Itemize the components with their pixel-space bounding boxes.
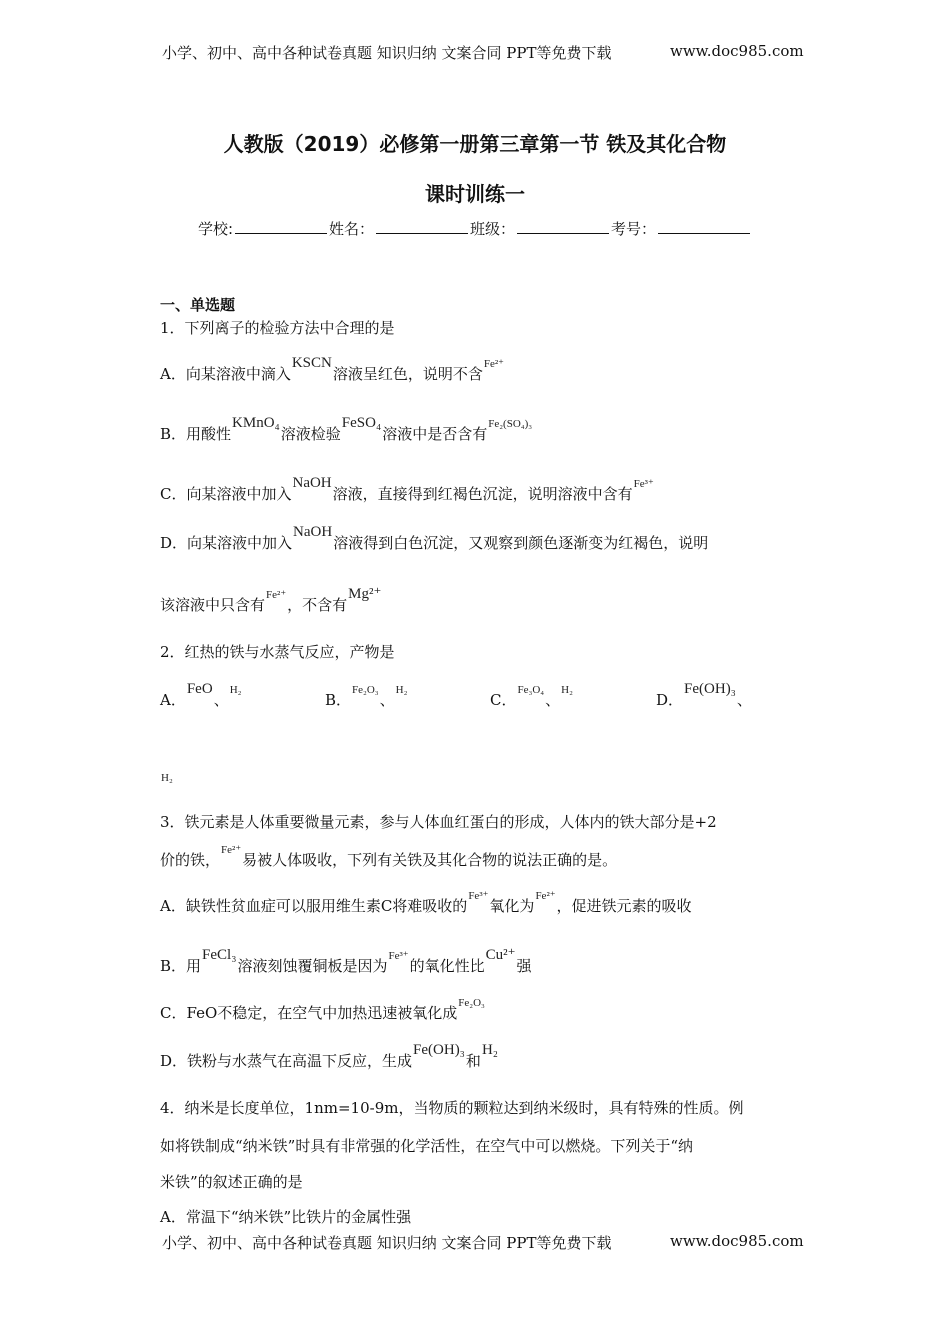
q3-option-d: D．铁粉与水蒸气在高温下反应，生成Fe(OH)₃和H₂ [160, 1042, 498, 1070]
chem-formula: Fe₂O₃ [352, 684, 379, 696]
class-label: 班级： [470, 220, 516, 238]
chem-formula: Fe³⁺ [468, 890, 489, 902]
chem-formula: FeCl₃ [202, 947, 237, 963]
name-field[interactable] [376, 219, 468, 234]
footer-url[interactable]: www.doc985.com [670, 1232, 804, 1250]
q1-option-d-cont: 该溶液中只含有$^{Fe^{2+}}$，不含有Mg²⁺ [160, 586, 382, 614]
chem-formula: Fe₂(SO₄)₃ [488, 418, 533, 430]
chem-formula: Fe²⁺ [221, 844, 242, 856]
q2-option-a: A．FeO、$^{H_2}$ [160, 681, 242, 709]
exam-no-label: 考号： [611, 220, 657, 238]
header-url[interactable]: www.doc985.com [670, 42, 804, 60]
school-label: 学校: [197, 220, 233, 238]
q4-stem-line3: 米铁”的叙述正确的是 [160, 1173, 303, 1191]
q2-option-c: C．$^{Fe_3O_4}$、$^{H_2}$ [490, 684, 573, 709]
chem-formula: Mg²⁺ [348, 586, 382, 602]
chem-formula: Fe³⁺ [633, 478, 654, 490]
chem-formula: Fe²⁺ [483, 358, 504, 370]
chem-formula: H₂ [481, 1042, 498, 1058]
chem-formula: Fe(OH)₃ [684, 681, 736, 697]
q1-option-d: D．向某溶液中加入NaOH溶液得到白色沉淀，又观察到颜色逐渐变为红褐色，说明 [160, 524, 709, 552]
exam-no-field[interactable] [658, 219, 750, 234]
q2-option-d: D．Fe(OH)₃、 [656, 681, 752, 709]
chem-formula: FeSO₄ [341, 415, 382, 431]
chem-formula: FeO [186, 681, 213, 697]
q1-option-b: B．用酸性KMnO₄溶液检验FeSO₄溶液中是否含有$^{Fe_2(SO_4)_3}$ [160, 415, 533, 443]
chem-formula: H₂ [161, 772, 173, 784]
header-text: 小学、初中、高中各种试卷真题 知识归纳 文案合同 PPT等免费下载 [162, 44, 612, 62]
name-label: 姓名： [329, 220, 375, 238]
chem-formula: KMnO₄ [232, 415, 280, 431]
chem-formula: H₂ [229, 684, 242, 696]
chem-formula: Fe₃O₄ [517, 684, 545, 696]
q2-stem: 2．红热的铁与水蒸气反应，产物是 [160, 643, 395, 661]
chem-formula: Fe(OH)₃ [413, 1042, 465, 1058]
q3-option-b: B．用FeCl₃溶液刻蚀覆铜板是因为$^{Fe^{3+}}$的氧化性比Cu²⁺强 [160, 947, 532, 975]
student-info-form [0, 218, 950, 239]
chem-formula: Fe₂O₃ [458, 997, 485, 1009]
q2-option-b: B．$^{Fe_2O_3}$、$^{H_2}$ [325, 684, 408, 709]
page-header [162, 42, 612, 63]
section-heading: 一、单选题 [160, 296, 236, 314]
q4-stem-line1: 4．纳米是长度单位，1nm=10-9m，当物质的颗粒达到纳米级时，具有特殊的性质。例 [160, 1099, 744, 1117]
chem-formula: Fe³⁺ [388, 950, 409, 962]
chem-formula: Cu²⁺ [485, 947, 516, 963]
school-field[interactable] [235, 219, 327, 234]
page-footer [162, 1232, 612, 1253]
chem-formula: NaOH [292, 475, 332, 491]
page-title: 人教版（2019）必修第一册第三章第一节 铁及其化合物 [223, 132, 727, 156]
chem-formula: Fe²⁺ [535, 890, 556, 902]
q1-option-a: A．向某溶液中滴入KSCN溶液呈红色，说明不含$^{Fe^{2+}}$ [160, 355, 504, 383]
chem-formula: Fe²⁺ [266, 589, 287, 601]
chem-formula: KSCN [291, 355, 332, 371]
footer-text: 小学、初中、高中各种试卷真题 知识归纳 文案合同 PPT等免费下载 [162, 1234, 612, 1252]
q4-stem-line2: 如将铁制成“纳米铁”时具有非常强的化学活性，在空气中可以燃烧。下列关于“纳 [160, 1137, 694, 1155]
q3-stem-line1: 3．铁元素是人体重要微量元素，参与人体血红蛋白的形成，人体内的铁大部分是+2 [160, 813, 717, 831]
q3-stem-line2: 价的铁，$^{Fe^{2+}}$易被人体吸收，下列有关铁及其化合物的说法正确的是。 [160, 844, 618, 869]
chem-formula: H₂ [395, 684, 408, 696]
chem-formula: H₂ [561, 684, 573, 696]
q1-option-c: C．向某溶液中加入NaOH溶液，直接得到红褐色沉淀，说明溶液中含有$^{Fe^{3+}}$ [160, 475, 654, 503]
chem-formula: NaOH [293, 524, 333, 540]
class-field[interactable] [517, 219, 609, 234]
q1-stem: 1．下列离子的检验方法中合理的是 [160, 319, 395, 337]
page-subtitle: 课时训练一 [425, 182, 525, 206]
q3-option-c: C．FeO不稳定，在空气中加热迅速被氧化成$^{Fe_2O_3}$ [160, 997, 485, 1022]
q3-option-a: A．缺铁性贫血症可以服用维生素C将难吸收的$^{Fe^{3+}}$氧化为$^{Fe^{2+}}$，促进铁元素的吸收 [160, 890, 692, 915]
q4-option-a: A．常温下“纳米铁”比铁片的金属性强 [160, 1208, 412, 1226]
q2-option-d-cont [160, 772, 174, 800]
